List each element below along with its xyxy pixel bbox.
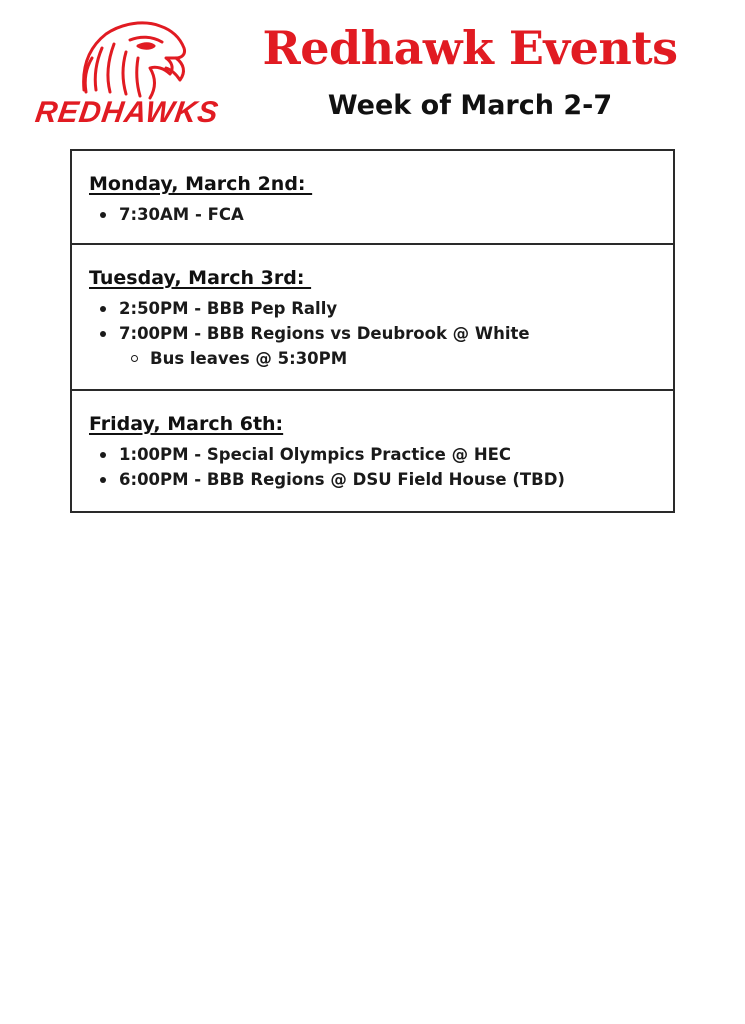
event-text: 1:00PM - Special Olympics Practice @ HEC xyxy=(119,444,512,464)
list-item xyxy=(89,202,657,227)
page-title: Redhawk Events xyxy=(262,21,678,75)
event-text: 6:00PM - BBB Regions @ DSU Field House (TBD) xyxy=(119,469,565,489)
logo-wordmark: REDHAWKS xyxy=(33,96,221,129)
bullet-icon xyxy=(100,331,106,337)
redhawks-logo xyxy=(26,18,228,130)
day-heading: Tuesday, March 3rd: xyxy=(89,267,312,289)
day-section-monday xyxy=(72,151,673,243)
bullet-icon xyxy=(100,452,106,458)
schedule-table xyxy=(70,149,675,513)
event-list xyxy=(89,202,657,227)
list-item xyxy=(89,442,657,467)
page-subtitle: Week of March 2-7 xyxy=(327,90,613,121)
bullet-icon xyxy=(100,306,106,312)
bullet-icon xyxy=(100,212,106,218)
event-list xyxy=(89,442,657,492)
sub-list-item xyxy=(89,346,657,371)
day-section-friday xyxy=(72,389,673,511)
event-text: 7:00PM - BBB Regions vs Deubrook @ White xyxy=(119,323,530,343)
hawk-head-icon xyxy=(26,18,228,102)
event-text: 7:30AM - FCA xyxy=(119,204,244,224)
bullet-icon xyxy=(100,477,106,483)
day-heading: Monday, March 2nd: xyxy=(89,173,313,195)
day-heading: Friday, March 6th: xyxy=(89,413,284,435)
event-text: 2:50PM - BBB Pep Rally xyxy=(119,298,338,318)
list-item xyxy=(89,321,657,346)
event-text: Bus leaves @ 5:30PM xyxy=(150,348,348,368)
list-item xyxy=(89,296,657,321)
hollow-bullet-icon xyxy=(131,355,138,362)
day-section-tuesday xyxy=(72,243,673,389)
event-list xyxy=(89,296,657,371)
list-item xyxy=(89,467,657,492)
